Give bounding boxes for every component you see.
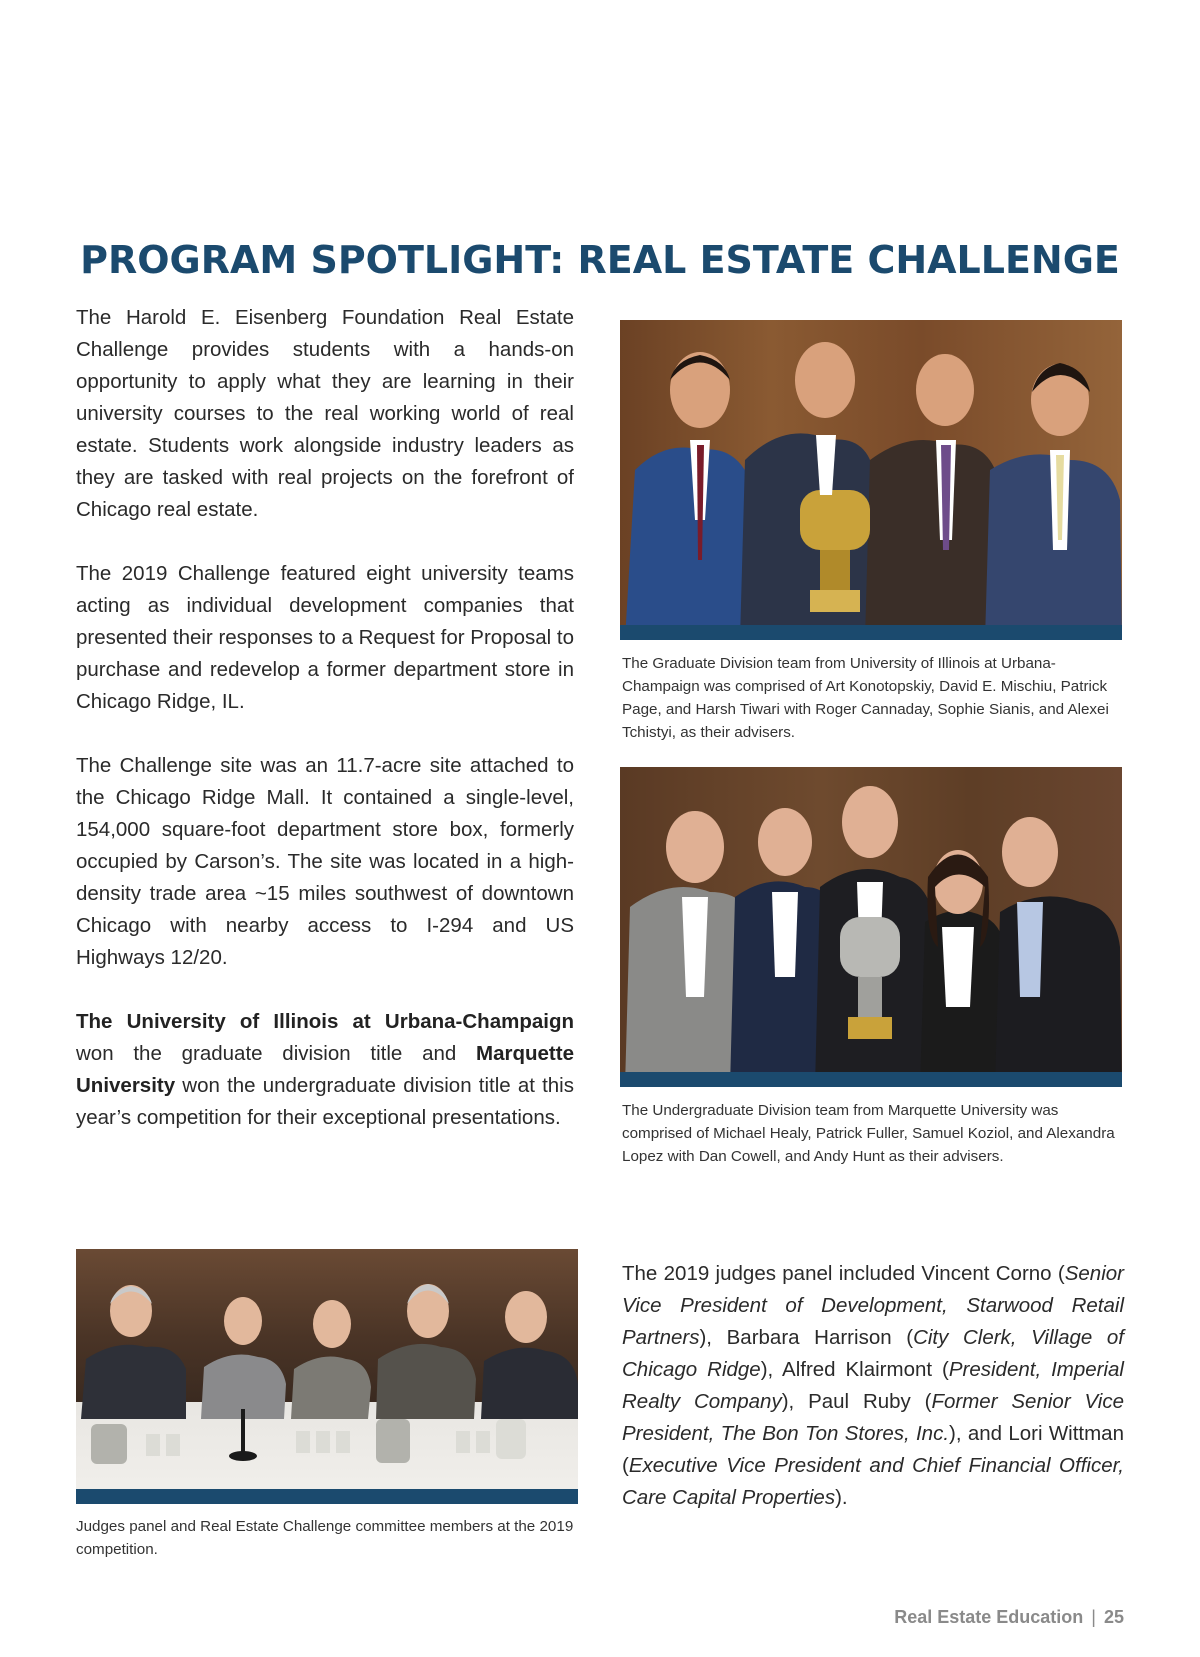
graduate-team-illustration (620, 320, 1122, 640)
intro-paragraph-2: The 2019 Challenge featured eight university teams acting as individual development companies that presented their responses to a Request for Proposal to purchase and redevelop a former department store in Chicago Ridge, IL. (76, 562, 574, 713)
judges-paragraph (622, 1258, 1124, 1514)
intro-paragraph-3: The Challenge site was an 11.7-acre site attached to the Chicago Ridge Mall. It contained a single-level, 154,000 square-foot department store box, formerly occupied by Carson’s. The site was located in a high-density trade area ~15 miles southwest of downtown Chicago with nearby access to I-294 and US Highways 12/20. (76, 754, 574, 969)
judges-text-5: ), and Lori Wittman ( (622, 1422, 1124, 1477)
intro-paragraph-4 (76, 1006, 574, 1134)
undergraduate-photo-bar (620, 1072, 1122, 1087)
judges-photo-bar (76, 1489, 578, 1504)
page-title: PROGRAM SPOTLIGHT: REAL ESTATE CHALLENGE (80, 238, 1120, 282)
judges-text-3: ), Alfred Klairmont ( (760, 1358, 949, 1381)
judge-title-2: City Clerk, Village of Chicago Ridge (622, 1326, 1124, 1381)
judges-text-6: ). (835, 1486, 848, 1509)
judge-title-5: Executive Vice President and Chief Financial Officer, Care Capital Properties (622, 1454, 1124, 1509)
undergraduate-team-caption: The Undergraduate Division team from Marquette University was comprised of Michael Healy, Patrick Fuller, Samuel Koziol, and Alexandra Lopez with Dan Cowell, and Andy Hunt as their advisers. (622, 1102, 1115, 1165)
judges-text-1: The 2019 judges panel included Vincent Corno ( (622, 1262, 1065, 1285)
intro-text (76, 302, 574, 1166)
footer-separator: | (1091, 1607, 1096, 1627)
winner-graduate: The University of Illinois at Urbana-Champaign (76, 1010, 574, 1033)
footer-section: Real Estate Education (894, 1607, 1084, 1627)
judge-title-3: President, Imperial Realty Company (622, 1358, 1124, 1413)
judge-title-1: Senior Vice President of Development, Starwood Retail Partners (622, 1262, 1124, 1349)
intro-paragraph-4-end: won the undergraduate division title at this year’s competition for their exceptional presentations. (76, 1074, 574, 1129)
judges-caption: Judges panel and Real Estate Challenge committee members at the 2019 competition. (76, 1518, 574, 1558)
judges-text-2: ), Barbara Harrison ( (699, 1326, 914, 1349)
graduate-team-caption: The Graduate Division team from University of Illinois at Urbana-Champaign was comprised of Art Konotopskiy, David E. Mischiu, Patrick Page, and Harsh Tiwari with Roger Cannaday, Sophie Sianis, and Alexei Tchistyi, as their advisers. (622, 655, 1109, 741)
undergraduate-team-photo (620, 767, 1122, 1087)
intro-paragraph-1: The Harold E. Eisenberg Foundation Real Estate Challenge provides students with a hands-on opportunity to apply what they are learning in their university courses to the real working world of real estate. Students work alongside industry leaders as they are tasked with real projects on the forefront of Chicago real estate. (76, 306, 574, 521)
judges-text-4: ), Paul Ruby ( (781, 1390, 932, 1413)
graduate-team-photo (620, 320, 1122, 640)
graduate-photo-bar (620, 625, 1122, 640)
page-number: 25 (1103, 1607, 1124, 1627)
intro-paragraph-4-mid: won the graduate division title and (76, 1042, 477, 1065)
undergraduate-team-illustration (620, 767, 1122, 1087)
judges-panel-photo (76, 1249, 578, 1504)
judge-title-4: Former Senior Vice President, The Bon Ton Stores, Inc. (622, 1390, 1124, 1445)
winner-undergraduate: Marquette University (76, 1042, 574, 1097)
page-footer (894, 1607, 1124, 1628)
judges-panel-illustration (76, 1249, 578, 1504)
